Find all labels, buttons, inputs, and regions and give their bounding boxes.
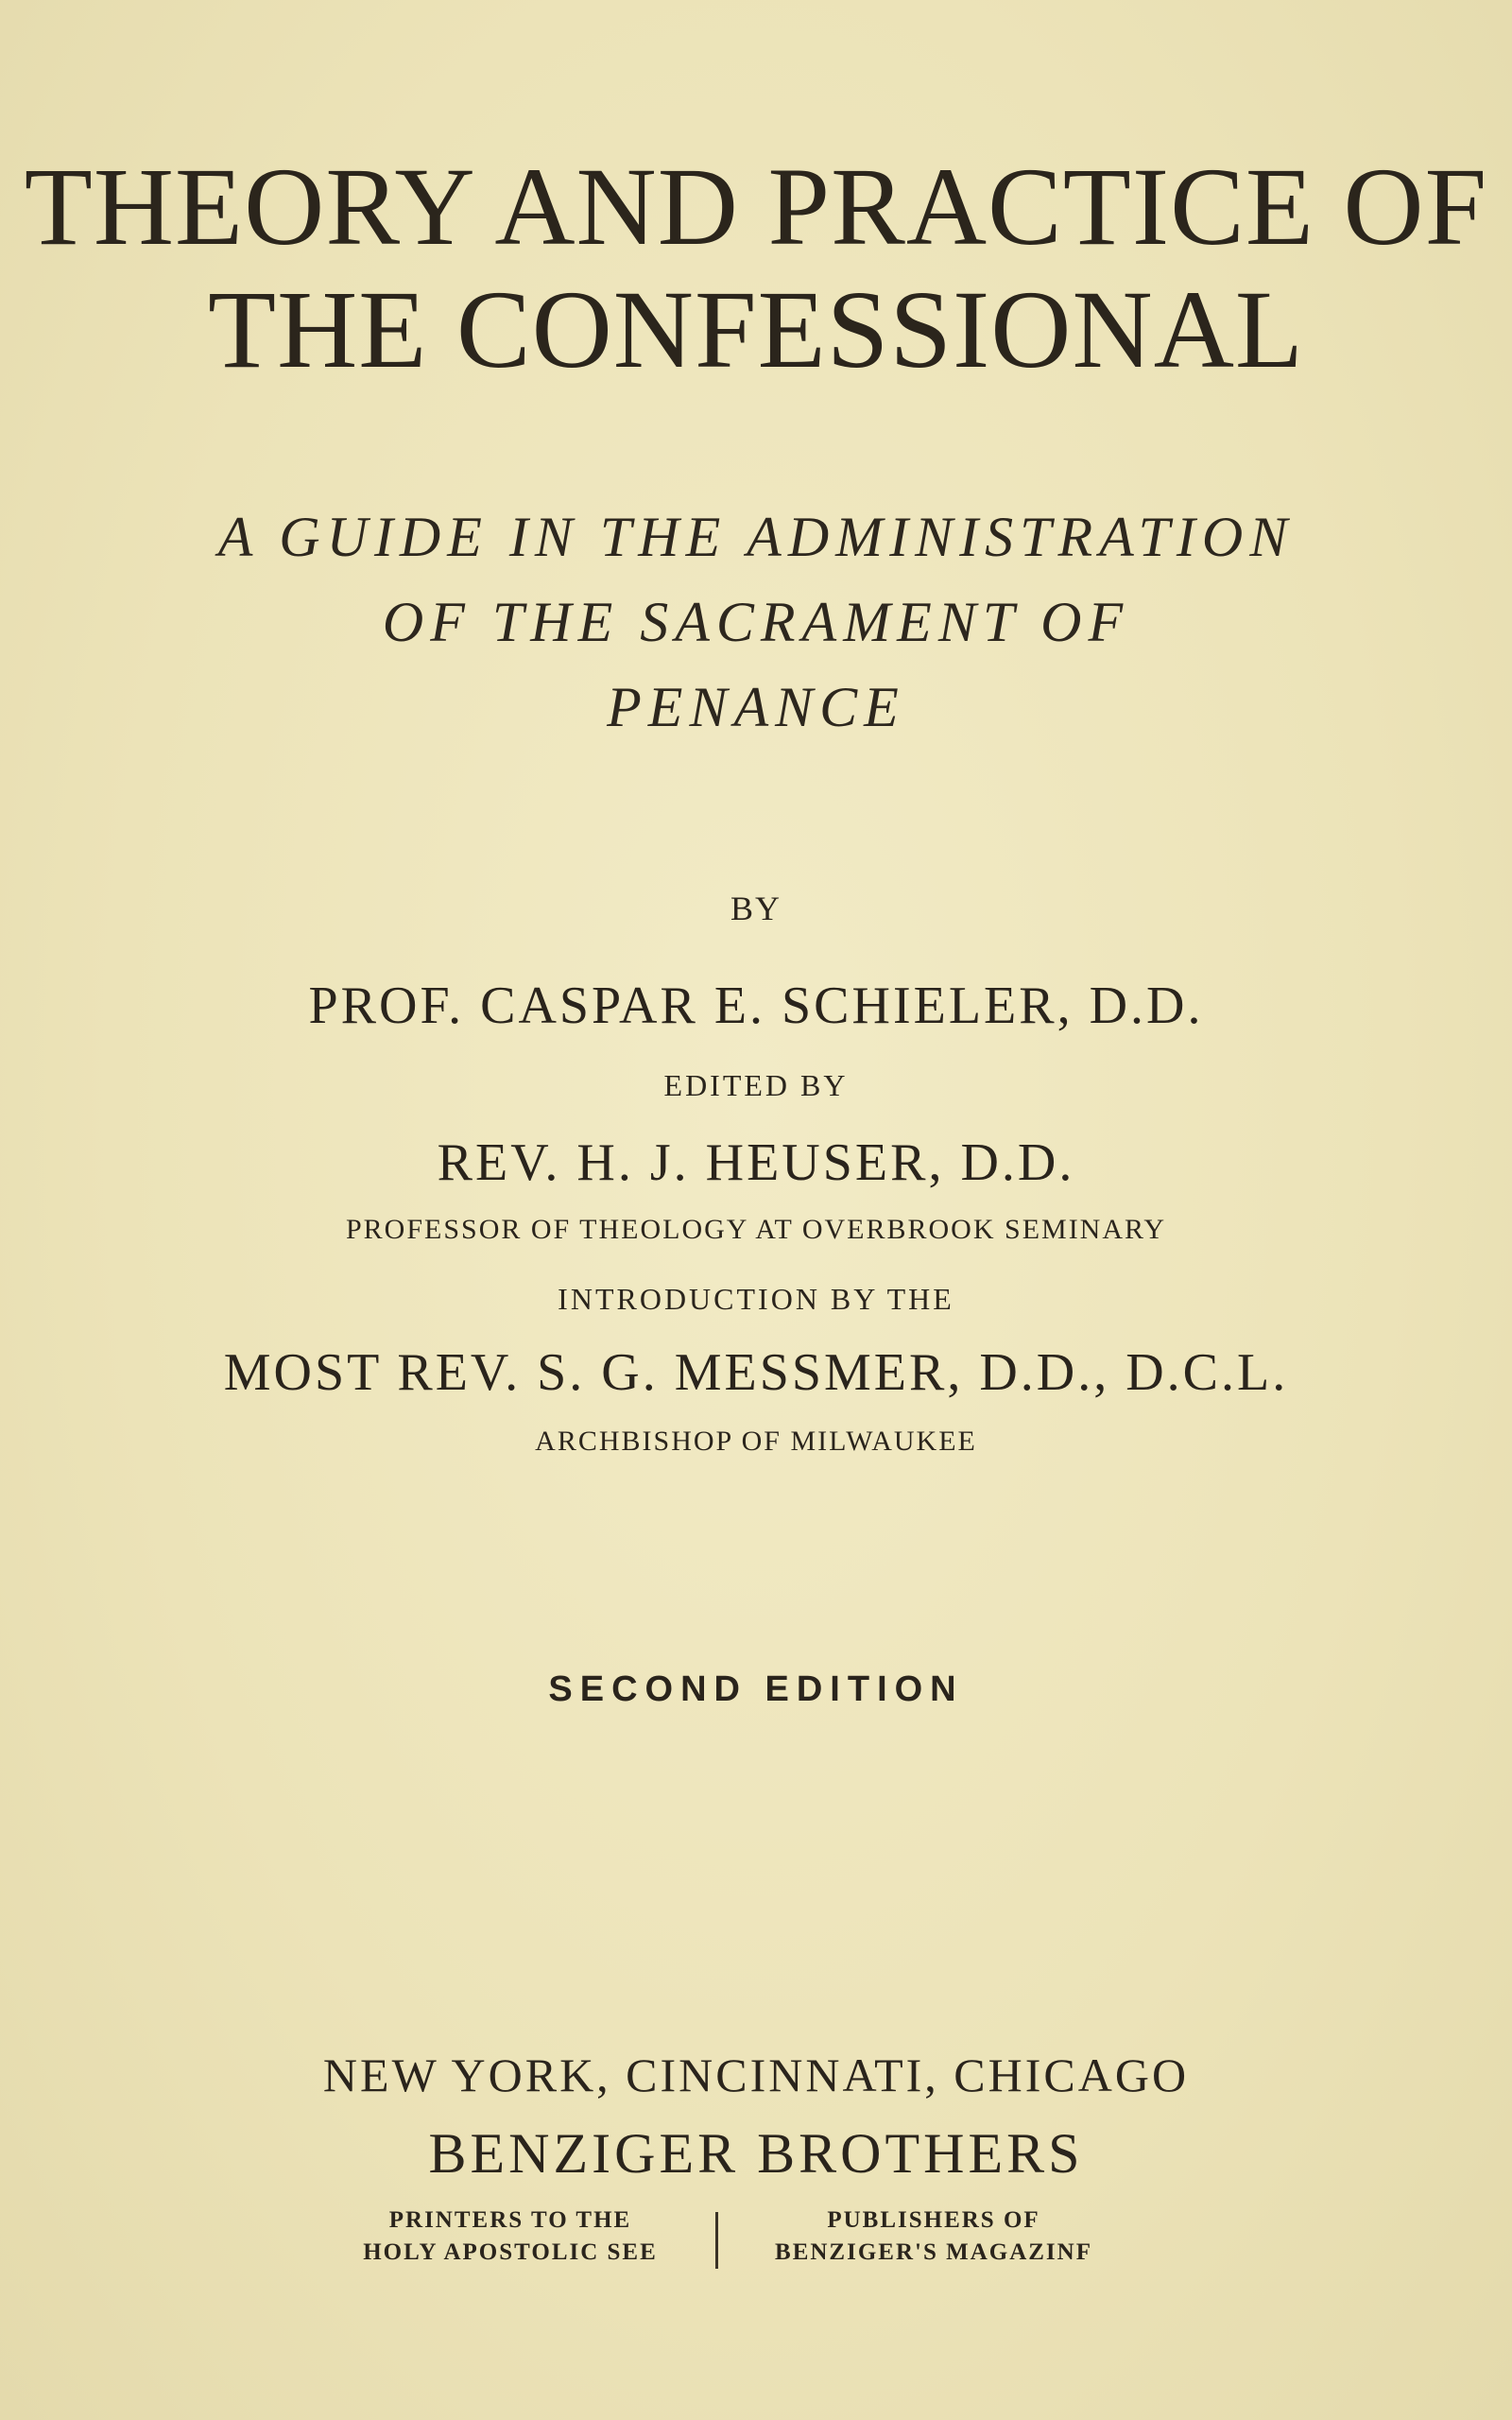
subtitle-line-2: OF THE SACRAMENT OF (382, 591, 1130, 653)
imprint-divider (715, 2212, 718, 2269)
by-label: BY (730, 890, 782, 927)
editor-name: REV. H. J. HEUSER, D.D. (437, 1133, 1075, 1192)
book-title-line-2: THE CONFESSIONAL (208, 268, 1304, 391)
introducer-role: ARCHBISHOP OF MILWAUKEE (535, 1426, 977, 1457)
subtitle-line-1: A GUIDE IN THE ADMINISTRATION (217, 506, 1295, 568)
imprint-left (312, 2204, 709, 2269)
introducer-name: MOST REV. S. G. MESSMER, D.D., D.C.L. (223, 1343, 1289, 1402)
edited-by-label: EDITED BY (663, 1068, 849, 1102)
book-title-line-1: THEORY AND PRACTICE OF (24, 145, 1488, 268)
imprint-left-line-1: PRINTERS TO THE (388, 2207, 632, 2233)
publisher-name: BENZIGER BROTHERS (428, 2122, 1084, 2185)
imprint-right-line-2: BENZIGER'S MAGAZINF (775, 2239, 1092, 2265)
imprint-left-line-2: HOLY APOSTOLIC SEE (363, 2239, 658, 2265)
subtitle-line-3: PENANCE (607, 676, 905, 738)
introduction-by-label: INTRODUCTION BY THE (558, 1282, 954, 1316)
edition-label: SECOND EDITION (548, 1669, 964, 1709)
editor-role: PROFESSOR OF THEOLOGY AT OVERBROOK SEMINARY (345, 1214, 1167, 1245)
imprint-right (735, 2204, 1132, 2269)
imprint-right-line-1: PUBLISHERS OF (827, 2207, 1040, 2233)
publication-places: NEW YORK, CINCINNATI, CHICAGO (322, 2048, 1190, 2101)
author-name: PROF. CASPAR E. SCHIELER, D.D. (308, 977, 1204, 1035)
